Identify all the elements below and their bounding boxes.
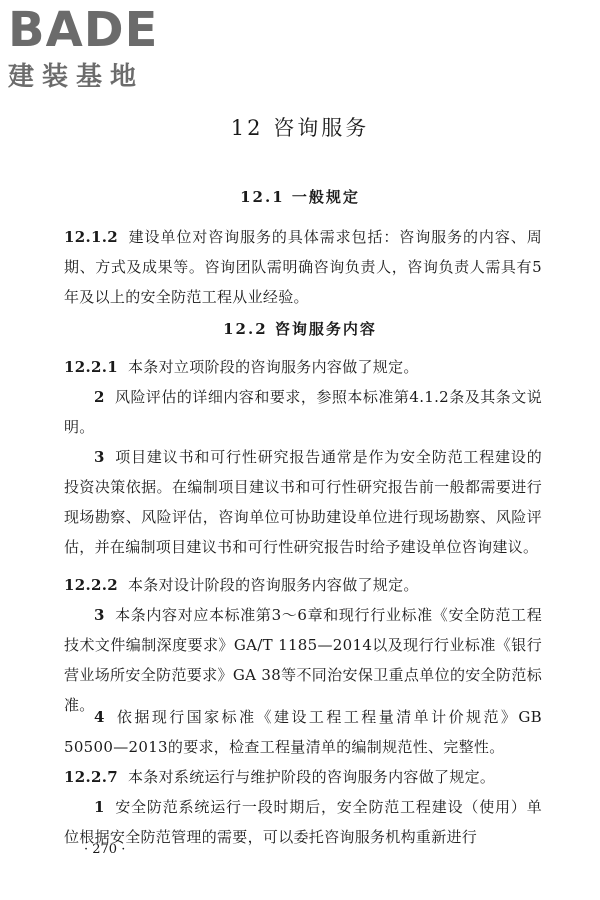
item-text: 本条内容对应本标准第3～6章和现行行业标准《安全防范工程技术文件编制深度要求》GA/T 1185—2014以及现行行业标准《银行营业场所安全防范要求》GA 38等不同治安保卫重点单位的安全防范标准。	[64, 606, 542, 714]
logo-wordmark: BADE	[8, 2, 159, 58]
clause-text: 建设单位对咨询服务的具体需求包括：咨询服务的内容、周期、方式及成果等。咨询团队需明确咨询负责人，咨询负责人需具有5年及以上的安全防范工程从业经验。	[64, 228, 542, 306]
section-title-general: 12.1 一般规定	[240, 188, 360, 206]
item-number: 2	[94, 388, 105, 406]
clause-text: 本条对系统运行与维护阶段的咨询服务内容做了规定。	[128, 768, 496, 786]
brand-logo	[8, 2, 158, 94]
clause-number: 12.1.2	[64, 228, 118, 246]
item-number: 4	[94, 708, 105, 726]
section-title-content: 12.2 咨询服务内容	[223, 320, 377, 338]
clause-number: 12.2.1	[64, 358, 118, 376]
paragraph-item-4	[64, 702, 542, 762]
paragraph-12-2-7	[64, 762, 542, 792]
logo-subtitle: 建装基地	[8, 62, 145, 92]
clause-number: 12.2.7	[64, 768, 118, 786]
paragraph-item-1	[64, 792, 542, 852]
item-text: 依据现行国家标准《建设工程工程量清单计价规范》GB 50500—2013的要求，检查工程量清单的编制规范性、完整性。	[64, 708, 542, 756]
item-text: 风险评估的详细内容和要求，参照本标准第4.1.2条及其条文说明。	[64, 388, 542, 436]
page-number: · 270 ·	[84, 842, 126, 857]
paragraph-item-3a	[64, 442, 542, 562]
paragraph-item-2	[64, 382, 542, 442]
item-number: 3	[94, 448, 105, 466]
item-text: 项目建议书和可行性研究报告通常是作为安全防范工程建设的投资决策依据。在编制项目建议书和可行性研究报告前一般都需要进行现场勘察、风险评估，咨询单位可协助建设单位进行现场勘察、风险评估，并在编制项目建议书和可行性研究报告时给予建设单位咨询建议。	[64, 448, 542, 556]
paragraph-12-1-2	[64, 222, 542, 312]
paragraph-12-2-1	[64, 352, 542, 382]
chapter-title: 12 咨询服务	[230, 116, 370, 140]
paragraph-12-2-2	[64, 570, 542, 600]
clause-number: 12.2.2	[64, 576, 118, 594]
item-number: 1	[94, 798, 105, 816]
clause-text: 本条对立项阶段的咨询服务内容做了规定。	[128, 358, 419, 376]
clause-text: 本条对设计阶段的咨询服务内容做了规定。	[128, 576, 419, 594]
item-text: 安全防范系统运行一段时期后，安全防范工程建设（使用）单位根据安全防范管理的需要，可以委托咨询服务机构重新进行	[64, 798, 542, 846]
item-number: 3	[94, 606, 105, 624]
